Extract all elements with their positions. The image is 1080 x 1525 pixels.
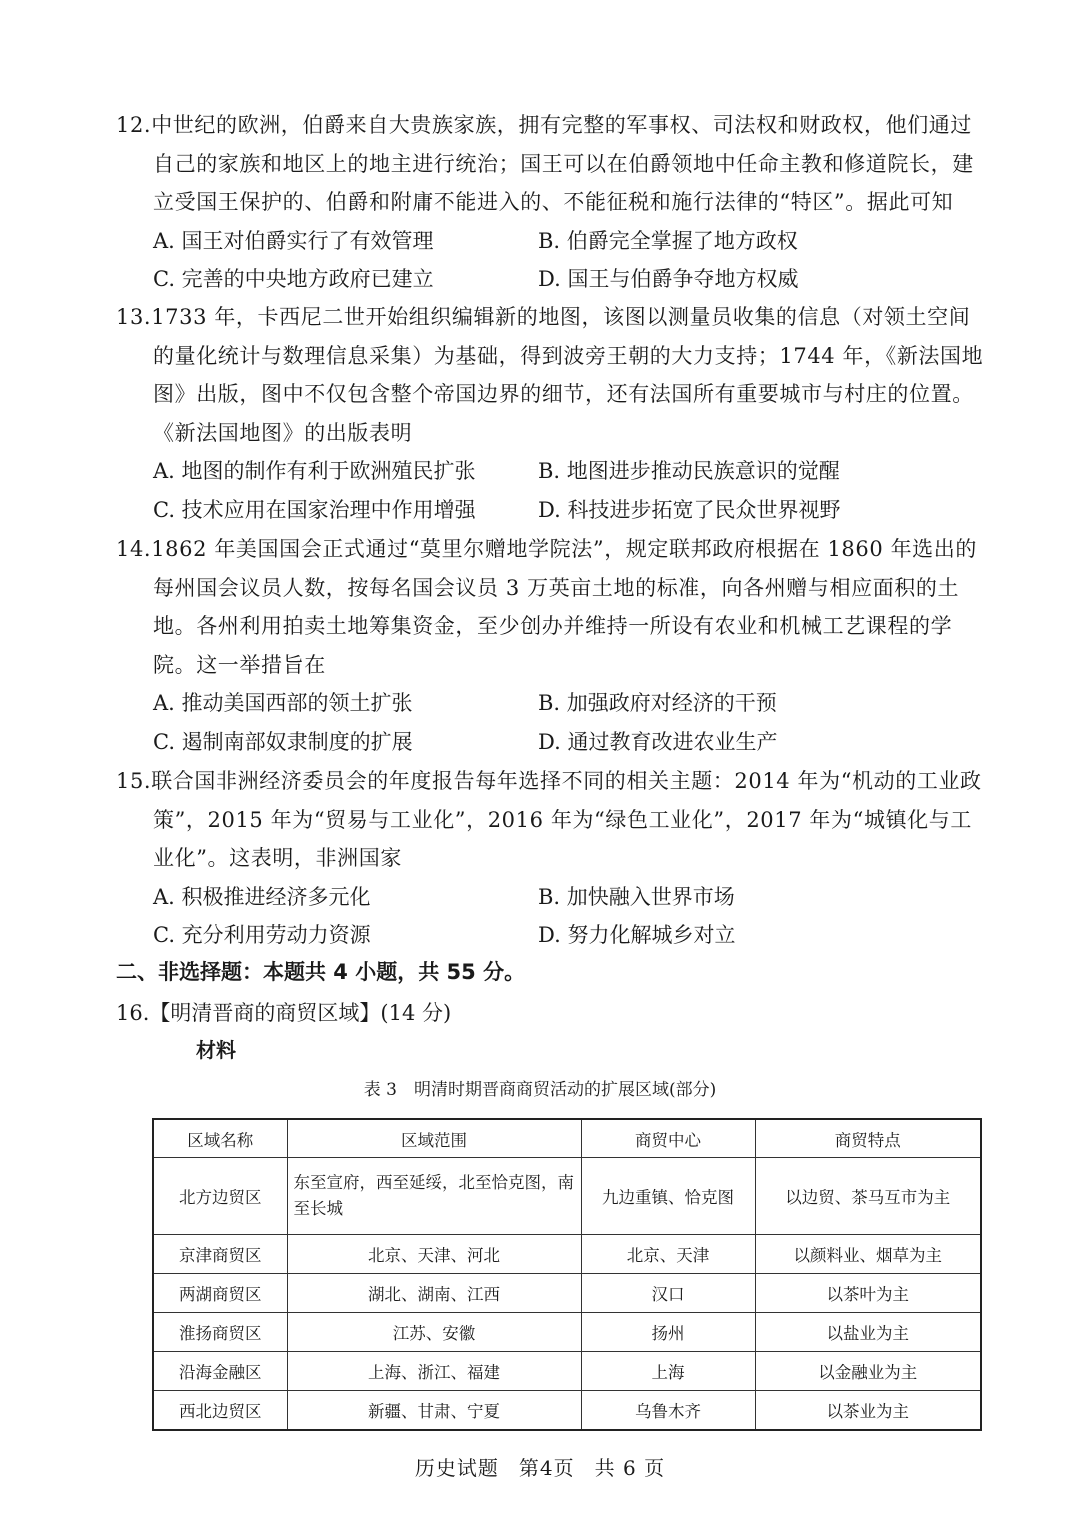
option-b: B. 地图进步推动民族意识的觉醒 [538,459,840,483]
table-cell: 两湖商贸区 [153,1274,287,1313]
material-label: 材料 [196,1038,236,1062]
question-stem [116,530,986,684]
question-stem [116,106,986,222]
option-c: C. 充分利用劳动力资源 [153,923,371,947]
table-cell: 湖北、湖南、江西 [287,1274,581,1313]
trade-region-table [152,1118,982,1431]
table-cell: 沿海金融区 [153,1352,287,1391]
table-header-row [153,1119,981,1158]
page-footer [0,1452,1080,1481]
table-row [153,1158,981,1235]
table-cell: 北京、天津、河北 [287,1235,581,1274]
table-row [153,1235,981,1274]
question-16-title: 16.【明清晋商的商贸区域】(14 分) [116,1001,452,1025]
option-b: B. 加强政府对经济的干预 [538,691,777,715]
question-number: 14. [116,537,152,561]
table-cell: 以金融业为主 [755,1352,981,1391]
table-header: 商贸中心 [581,1119,755,1158]
table-row [153,1352,981,1391]
option-d: D. 通过教育改进农业生产 [538,729,778,754]
question-12 [116,106,986,299]
option-d: D. 科技进步拓宽了民众世界视野 [538,497,841,522]
option-c: C. 遏制南部奴隶制度的扩展 [153,729,413,754]
question-number: 15. [116,769,152,793]
table-caption: 表 3 明清时期晋商商贸活动的扩展区域(部分) [363,1080,717,1100]
table-header: 区域名称 [153,1119,287,1158]
table-cell: 以盐业为主 [755,1313,981,1352]
option-b: B. 加快融入世界市场 [538,884,735,909]
footer-subject: 历史试题 [414,1456,499,1480]
table-cell: 淮扬商贸区 [153,1313,287,1352]
table-header: 区域范围 [287,1119,581,1158]
table-cell: 以边贸、茶马互市为主 [755,1158,981,1235]
question-text: 中世纪的欧洲，伯爵来自大贵族家族，拥有完整的军事权、司法权和财政权，他们通过自己的家族和地区上的地主进行统治；国王可以在伯爵领地中任命主教和修道院长，建立受国王保护的、伯爵和附庸不能进入的、不能征税和施行法律的“特区”。据此可知 [151,113,974,214]
table-cell: 上海 [581,1352,755,1391]
option-a: A. 积极推进经济多元化 [153,884,371,909]
table-cell: 北方边贸区 [153,1158,287,1235]
table-cell: 乌鲁木齐 [581,1391,755,1431]
table-cell: 京津商贸区 [153,1235,287,1274]
option-c: C. 完善的中央地方政府已建立 [153,267,434,291]
table-cell: 以茶叶为主 [755,1274,981,1313]
option-a: A. 国王对伯爵实行了有效管理 [153,228,434,253]
option-a: A. 地图的制作有利于欧洲殖民扩张 [153,459,476,483]
table-row [153,1274,981,1313]
question-stem [116,298,986,452]
table-cell: 新疆、甘肃、宁夏 [287,1391,581,1431]
option-b: B. 伯爵完全掌握了地方政权 [538,228,798,253]
question-14 [116,530,986,761]
option-c: C. 技术应用在国家治理中作用增强 [153,497,476,522]
question-13 [116,298,986,529]
table-cell: 九边重镇、恰克图 [581,1158,755,1235]
question-text: 1862 年美国国会正式通过“莫里尔赠地学院法”，规定联邦政府根据在 1860 年选出的每州国会议员人数，按每名国会议员 3 万英亩土地的标准，向各州赠与相应面积的土地。各州利用拍卖土地筹集资金，至少创办并维持一所设有农业和机械工艺课程的学院。这一举措旨在 [151,537,977,677]
option-a: A. 推动美国西部的领土扩张 [153,691,413,715]
table-row [153,1313,981,1352]
options [153,878,986,955]
option-d: D. 努力化解城乡对立 [538,923,736,947]
question-text: 联合国非洲经济委员会的年度报告每年选择不同的相关主题：2014 年为“机动的工业政策”，2015 年为“贸易与工业化”，2016 年为“绿色工业化”，2017 年为“城镇化与工业化”。这表明，非洲国家 [151,769,982,870]
question-number: 12. [116,113,152,137]
table-header: 商贸特点 [755,1119,981,1158]
footer-total: 共 6 页 [594,1456,666,1480]
table-cell: 上海、浙江、福建 [287,1352,581,1391]
table-cell: 扬州 [581,1313,755,1352]
question-number: 13. [116,305,152,329]
table-cell: 北京、天津 [581,1235,755,1274]
question-text: 1733 年，卡西尼二世开始组织编辑新的地图，该图以测量员收集的信息（对领土空间的量化统计与数理信息采集）为基础，得到波旁王朝的大力支持；1744 年，《新法国地图》出版，图中不仅包含整个帝国边界的细节，还有法国所有重要城市与村庄的位置。《新法国地图》的出版表明 [151,305,984,445]
table-cell: 以颜料业、烟草为主 [755,1235,981,1274]
options [153,684,986,761]
section-title: 二、非选择题：本题共 4 小题，共 55 分。 [116,960,526,984]
table-cell: 江苏、安徽 [287,1313,581,1352]
options [153,452,986,529]
option-d: D. 国王与伯爵争夺地方权威 [538,267,799,291]
question-15 [116,762,986,955]
options [153,222,986,299]
table-row [153,1391,981,1431]
table-cell: 西北边贸区 [153,1391,287,1431]
table-cell: 以茶业为主 [755,1391,981,1431]
question-stem [116,762,986,878]
table-cell: 汉口 [581,1274,755,1313]
footer-page: 第4页 [518,1456,575,1480]
table-cell: 东至宣府，西至延绥，北至恰克图，南至长城 [287,1158,581,1235]
